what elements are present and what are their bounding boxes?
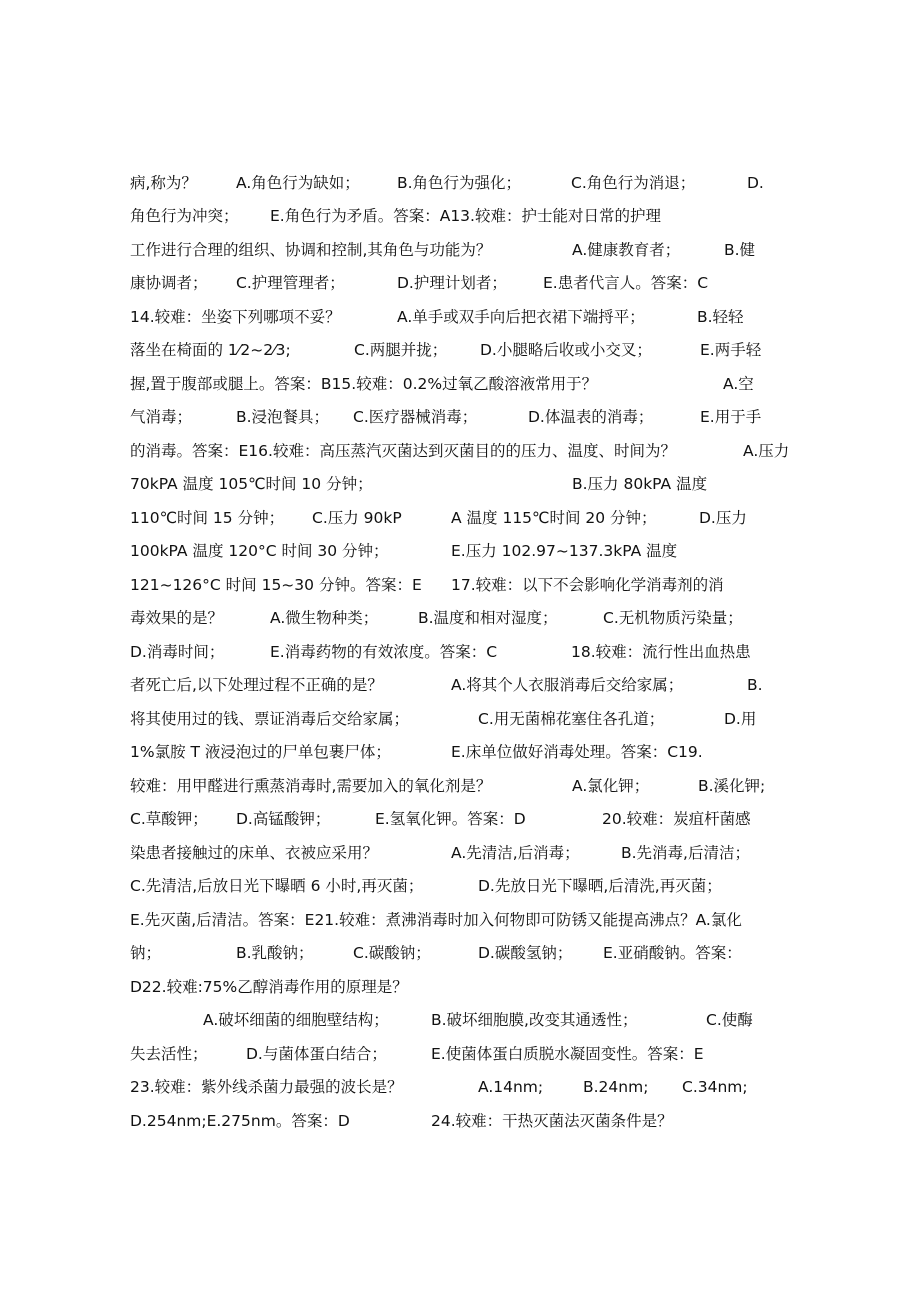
text-segment: 14.较难：坐姿下列哪项不妥？ [130,308,341,326]
text-segment: C.护理管理者； [236,274,345,292]
text-line [0,268,920,298]
text-segment: D. [747,174,764,192]
text-segment: B.浸泡餐具； [236,408,330,426]
text-segment: A.压力 [743,442,790,460]
text-segment: 20.较难：炭疽杆菌感 [602,810,751,828]
text-segment: D.体温表的消毒； [528,408,654,426]
text-segment: E.用于手 [700,408,762,426]
text-line [0,1005,920,1035]
text-line [0,905,920,935]
text-segment: C.医疗器械消毒； [353,408,478,426]
text-segment: 染患者接触过的床单、衣被应采用？ [130,844,379,862]
text-line [0,838,920,868]
text-segment: D.小腿略后收或小交叉； [480,341,652,359]
text-segment: E.使菌体蛋白质脱水凝固变性。答案：E [431,1045,704,1063]
text-line [0,469,920,499]
text-segment: D.用 [724,710,757,728]
text-segment: 18.较难：流行性出血热患 [571,643,751,661]
text-line [0,536,920,566]
text-segment: A.先清洁,后消毒； [451,844,580,862]
text-segment: 70kPA 温度 105℃时间 10 分钟； [130,475,373,493]
text-line [0,603,920,633]
text-line [0,938,920,968]
text-segment: A.角色行为缺如； [236,174,360,192]
text-segment: E.压力 102.97~137.3kPA 温度 [451,542,678,560]
text-segment: B.乳酸钠； [236,944,314,962]
text-segment: 角色行为冲突； [130,207,239,225]
text-segment: 落坐在椅面的 1⁄2~2⁄3; [130,341,291,359]
text-line [0,704,920,734]
text-line [0,570,920,600]
text-segment: D22.较难:75%乙醇消毒作用的原理是？ [130,978,408,996]
text-segment: 病,称为？ [130,174,197,192]
text-segment: B.温度和相对湿度； [418,609,558,627]
text-line [0,737,920,767]
text-line [0,1072,920,1102]
text-line [0,335,920,365]
text-segment: 气消毒； [130,408,193,426]
text-segment: A.单手或双手向后把衣裙下端捋平； [397,308,645,326]
text-segment: D.碳酸氢钠； [478,944,573,962]
text-segment: D.与菌体蛋白结合； [246,1045,387,1063]
text-line [0,168,920,198]
text-segment: C.压力 90kP [312,509,402,527]
text-segment: 失去活性； [130,1045,208,1063]
text-segment: A.微生物种类； [270,609,379,627]
text-segment: C.用无菌棉花塞住各孔道； [478,710,665,728]
text-segment: A.健康教育者； [572,241,681,259]
text-line [0,670,920,700]
text-segment: E.角色行为矛盾。答案：A13.较难：护士能对日常的护理 [270,207,661,225]
text-segment: C.草酸钾； [130,810,208,828]
text-segment: A.空 [723,375,754,393]
text-segment: D.压力 [699,509,747,527]
text-segment: A.将其个人衣服消毒后交给家属； [451,676,684,694]
text-line [0,503,920,533]
text-segment: 17.较难：以下不会影响化学消毒剂的消 [451,576,724,594]
text-line [0,369,920,399]
text-segment: C.两腿并拢； [354,341,448,359]
text-segment: C.使酶 [706,1011,753,1029]
text-segment: 者死亡后,以下处理过程不正确的是？ [130,676,383,694]
text-line [0,804,920,834]
text-segment: D.护理计划者； [397,274,507,292]
text-segment: B.破坏细胞膜,改变其通透性； [431,1011,638,1029]
text-segment: 毒效果的是？ [130,609,224,627]
text-segment: D.高锰酸钾； [236,810,331,828]
text-segment: 121~126°C 时间 15~30 分钟。答案：E [130,576,422,594]
text-segment: 100kPA 温度 120°C 时间 30 分钟； [130,542,389,560]
text-line [0,637,920,667]
text-line [0,436,920,466]
text-line [0,1039,920,1069]
text-segment: 1%氯胺 T 液浸泡过的尸单包裹尸体； [130,743,391,761]
text-segment: B. [747,676,763,694]
text-segment: B.健 [724,241,756,259]
text-line [0,201,920,231]
text-segment: A.氯化钾； [572,777,650,795]
text-line [0,235,920,265]
text-segment: B.溪化钾; [698,777,766,795]
text-segment: C.碳酸钠； [353,944,431,962]
text-line [0,871,920,901]
text-segment: C.34nm; [682,1078,748,1096]
text-segment: D.254nm;E.275nm。答案：D [130,1112,350,1130]
text-segment: E.先灭菌,后清洁。答案：E21.较难：煮沸消毒时加入何物即可防锈又能提高沸点？A.氯化 [130,911,742,929]
text-segment: 110℃时间 15 分钟； [130,509,285,527]
text-line [0,771,920,801]
text-segment: B.角色行为强化； [397,174,522,192]
text-line [0,402,920,432]
text-segment: D.消毒时间； [130,643,225,661]
text-line [0,972,920,1002]
text-segment: A 温度 115℃时间 20 分钟； [451,509,657,527]
text-segment: A.破坏细菌的细胞壁结构； [203,1011,389,1029]
text-segment: E.两手轻 [700,341,762,359]
text-segment: C.角色行为消退； [571,174,696,192]
text-segment: B.24nm; [583,1078,649,1096]
text-segment: 较难：用甲醛进行熏蒸消毒时,需要加入的氧化剂是？ [130,777,492,795]
text-segment: D.先放日光下曝晒,后清洗,再灭菌； [478,877,722,895]
text-segment: E.消毒药物的有效浓度。答案：C [270,643,498,661]
text-segment: B.压力 80kPA 温度 [572,475,708,493]
text-segment: E.氢氧化钾。答案：D [375,810,526,828]
text-segment: B.轻轻 [697,308,744,326]
text-segment: 的消毒。答案：E16.较难：高压蒸汽灭菌达到灭菌目的的压力、温度、时间为？ [130,442,676,460]
text-segment: A.14nm; [478,1078,544,1096]
text-segment: 23.较难：紫外线杀菌力最强的波长是？ [130,1078,403,1096]
text-segment: 康协调者； [130,274,208,292]
text-segment: 24.较难：干热灭菌法灭菌条件是？ [431,1112,673,1130]
text-line [0,302,920,332]
text-segment: E.亚硝酸钠。答案： [603,944,742,962]
text-segment: E.患者代言人。答案：C [543,274,709,292]
text-line [0,1106,920,1136]
text-segment: C.先清洁,后放日光下曝晒 6 小时,再灭菌； [130,877,424,895]
text-segment: 钠； [130,944,162,962]
text-segment: B.先消毒,后清洁； [621,844,750,862]
text-segment: 将其使用过的钱、票证消毒后交给家属； [130,710,410,728]
text-segment: 工作进行合理的组织、协调和控制,其角色与功能为？ [130,241,492,259]
text-segment: 握,置于腹部或腿上。答案：B15.较难：0.2%过氧乙酸溶液常用于？ [130,375,598,393]
text-segment: C.无机物质污染量； [603,609,743,627]
text-segment: E.床单位做好消毒处理。答案：C19. [451,743,703,761]
